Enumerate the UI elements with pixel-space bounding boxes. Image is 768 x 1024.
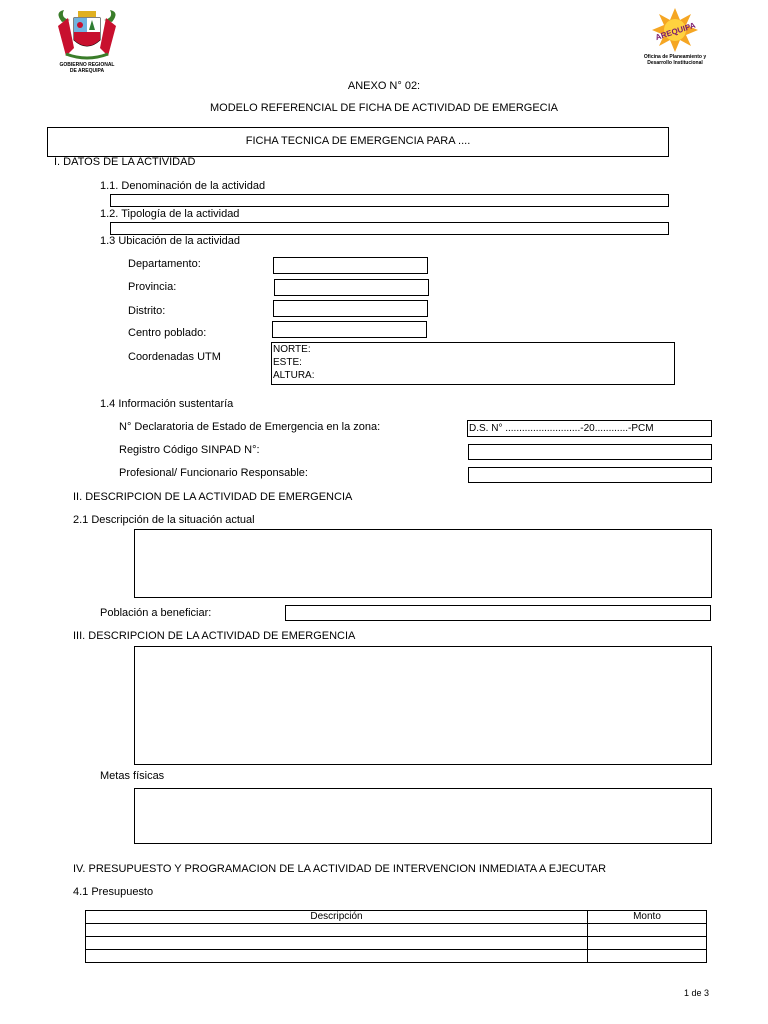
section3-heading: III. DESCRIPCION DE LA ACTIVIDAD DE EMERGENCIA [73,630,356,642]
denominacion-field[interactable] [110,194,669,207]
tipologia-field[interactable] [110,222,669,235]
utm-field[interactable] [271,342,675,385]
presupuesto-label: 4.1 Presupuesto [73,886,154,898]
profesional-label: Profesional/ Funcionario Responsable: [119,467,308,479]
utm-este: ESTE: [273,357,302,368]
sun-logo-wordmark: AREQUIPA [654,20,697,43]
office-caption [640,54,710,66]
col-descripcion: Descripción [86,911,588,924]
budget-table [85,910,707,963]
declaratoria-field[interactable] [467,420,712,437]
sun-logo-icon [640,6,710,54]
cell-descripcion[interactable] [86,937,588,950]
coat-of-arms-icon [48,8,126,62]
model-title: MODELO REFERENCIAL DE FICHA DE ACTIVIDAD DE EMERGECIA [210,102,558,114]
cell-monto[interactable] [588,937,707,950]
table-row [86,924,707,937]
provincia-field[interactable] [274,279,429,296]
metas-field[interactable] [134,788,712,844]
table-header-row [86,911,707,924]
utm-altura: ALTURA: [273,370,315,381]
distrito-field[interactable] [273,300,428,317]
poblacion-label: Población a beneficiar: [100,607,212,619]
actividad-field[interactable] [134,646,712,765]
info-sustentaria-label: 1.4 Información sustentaría [100,398,234,410]
section1-heading: I. DATOS DE LA ACTIVIDAD [54,156,196,168]
coordenadas-label: Coordenadas UTM [128,351,221,363]
declaratoria-label: N° Declaratoria de Estado de Emergencia en la zona: [119,421,381,433]
col-monto: Monto [588,911,707,924]
cell-descripcion[interactable] [86,950,588,963]
centro-poblado-label: Centro poblado: [128,327,207,339]
sinpad-label: Registro Código SINPAD N°: [119,444,260,456]
office-caption-line2: Desarrollo Institucional [647,60,703,66]
provincia-label: Provincia: [128,281,177,293]
distrito-label: Distrito: [128,305,166,317]
cell-monto[interactable] [588,950,707,963]
table-row [86,950,707,963]
tipologia-label: 1.2. Tipología de la actividad [100,208,240,220]
departamento-label: Departamento: [128,258,201,270]
gobierno-regional-logo [48,8,126,78]
logo-caption [48,62,126,74]
sinpad-field[interactable] [468,444,712,460]
centro-poblado-field[interactable] [272,321,427,338]
poblacion-field[interactable] [285,605,711,621]
cell-descripcion[interactable] [86,924,588,937]
table-row [86,937,707,950]
situacion-label: 2.1 Descripción de la situación actual [73,514,255,526]
arequipa-logo [640,6,710,74]
denominacion-label: 1.1. Denominación de la actividad [100,180,266,192]
logo-caption-line2: DE AREQUIPA [69,68,105,74]
departamento-field[interactable] [273,257,428,274]
section4-heading: IV. PRESUPUESTO Y PROGRAMACION DE LA ACTIVIDAD DE INTERVENCION INMEDIATA A EJECUTAR [73,863,607,875]
declaratoria-value: D.S. N° ...........................-20............-PCM [469,423,654,434]
logo-caption-line1: GOBIERNO REGIONAL [59,62,115,68]
profesional-field[interactable] [468,467,712,483]
section2-heading: II. DESCRIPCION DE LA ACTIVIDAD DE EMERGENCIA [73,491,353,503]
cell-monto[interactable] [588,924,707,937]
metas-label: Metas físicas [100,770,165,782]
ubicacion-label: 1.3 Ubicación de la actividad [100,235,241,247]
office-caption-line1: Oficina de Planeamiento y [643,54,707,60]
page-number: 1 de 3 [684,988,710,998]
situacion-field[interactable] [134,529,712,598]
sheet-title: FICHA TECNICA DE EMERGENCIA PARA .... [245,135,471,147]
utm-norte: NORTE: [273,344,311,355]
annex-title: ANEXO N° 02: [347,80,421,92]
